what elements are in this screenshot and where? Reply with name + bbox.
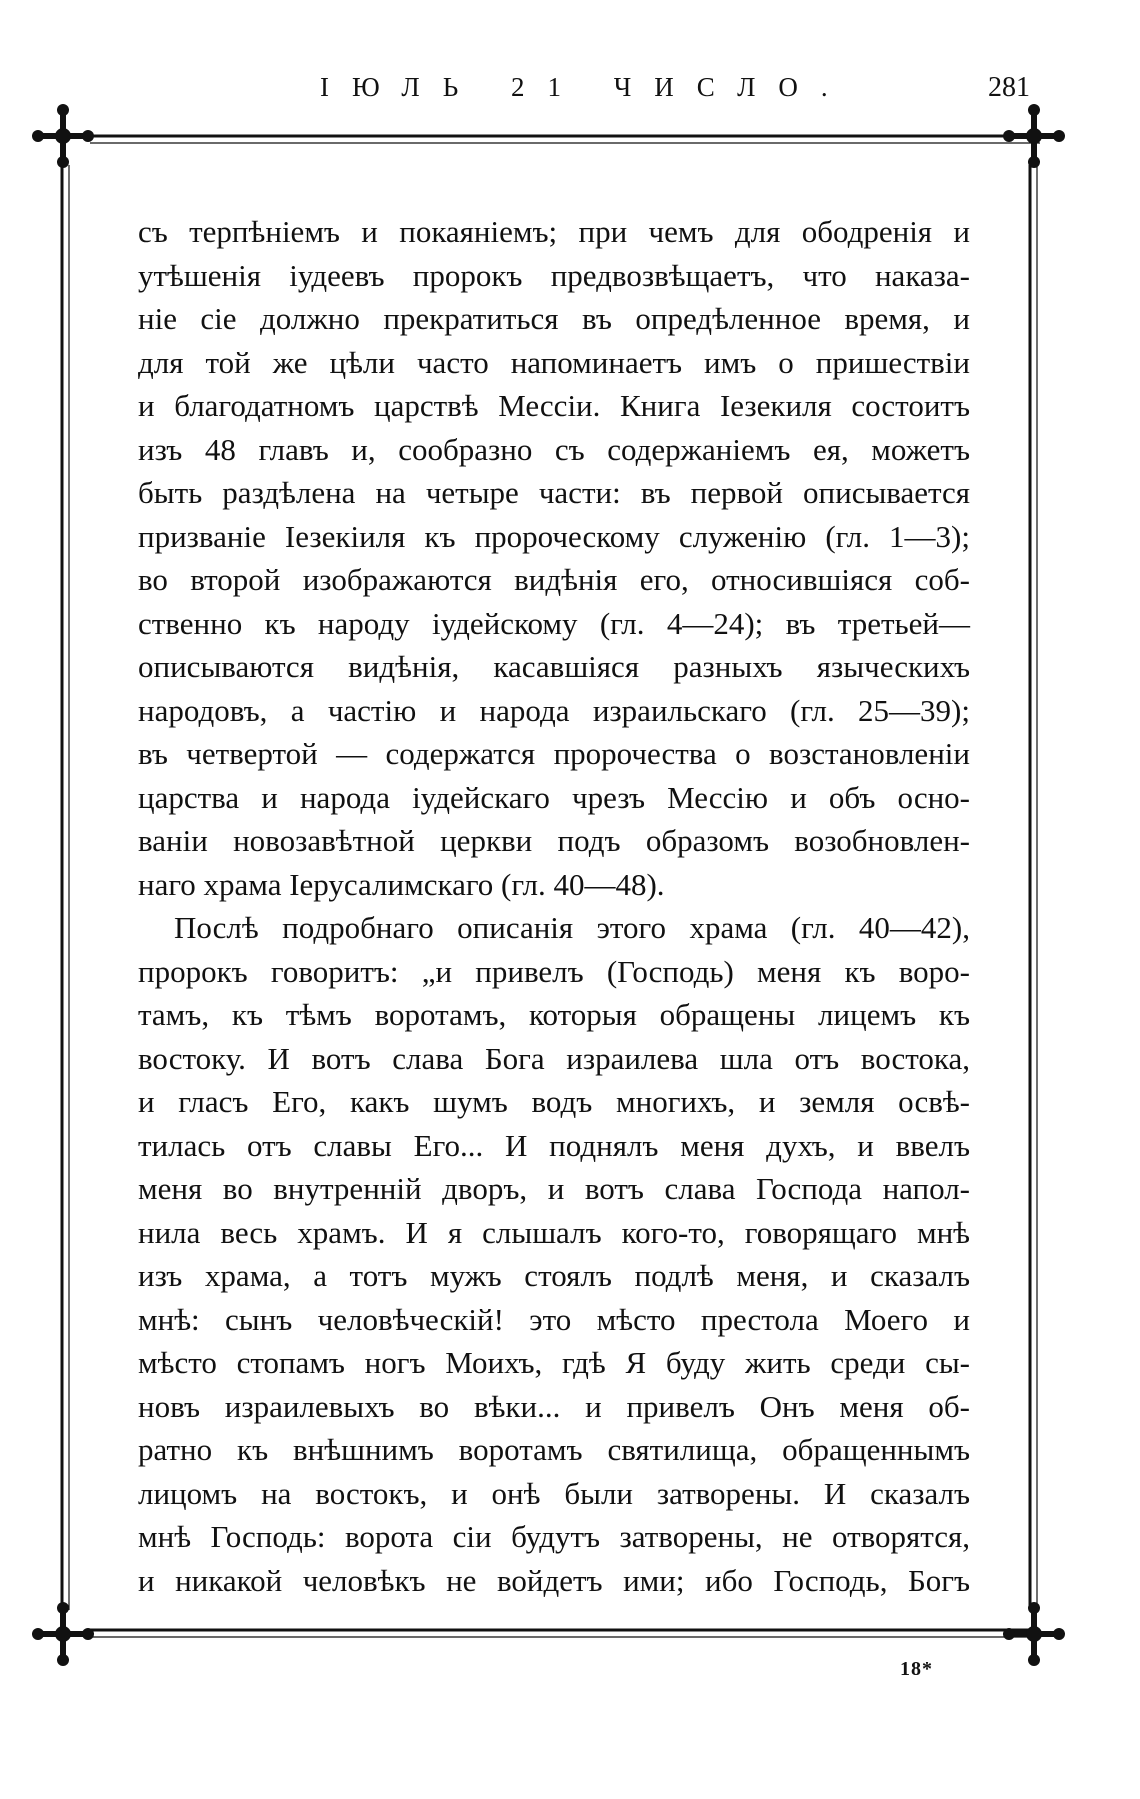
text-line: ніе сіе должно прекратиться въ опредѣленное время, и (138, 301, 970, 336)
text-line: и благодатномъ царствѣ Мессіи. Книга Іезекиля состоитъ (138, 388, 970, 423)
running-head (0, 72, 1140, 112)
paragraph-1 (138, 210, 970, 906)
corner-ornament-bottom-left (32, 1602, 94, 1666)
text-line: во второй изображаются видѣнія его, относившіяся соб- (138, 562, 970, 597)
text-line: изъ храма, а тотъ мужъ стоялъ подлѣ меня, и сказалъ (138, 1258, 970, 1293)
text-line: съ терпѣніемъ и покаяніемъ; при чемъ для ободренія и (138, 214, 970, 249)
text-line: наго храма Іерусалимскаго (гл. 40—48). (138, 866, 665, 902)
corner-ornament-top-left (32, 104, 94, 168)
text-line: въ четвертой — содержатся пророчества о возстановленіи (138, 736, 970, 771)
text-line: народовъ, а частію и народа израильскаго (гл. 25—39); (138, 692, 970, 728)
text-line: нила весь храмъ. И я слышалъ кого-то, говорящаго мнѣ (138, 1214, 970, 1250)
text-line: тилась отъ славы Его... И поднялъ меня духъ, и ввелъ (138, 1127, 970, 1163)
text-line: и гласъ Его, какъ шумъ водъ многихъ, и земля освѣ- (138, 1084, 970, 1119)
text-line: востоку. И вотъ слава Бога израилева шла отъ востока, (138, 1040, 970, 1076)
text-line: изъ 48 главъ и, сообразно съ содержаніемъ ея, можетъ (138, 431, 970, 467)
corner-ornament-top-right (1003, 104, 1065, 168)
text-line: меня во внутренній дворъ, и вотъ слава Господа напол- (138, 1171, 970, 1206)
text-line: утѣшенія іудеевъ пророкъ предвозвѣщаетъ, что наказа- (138, 257, 970, 293)
signature-mark: 18* (900, 1658, 933, 1680)
text-line: тамъ, къ тѣмъ воротамъ, которыя обращены лицемъ къ (138, 997, 970, 1032)
text-line: описываются видѣнія, касавшіяся разныхъ языческихъ (138, 649, 970, 684)
text-line: мнѣ: сынъ человѣческій! это мѣсто престола Моего и (138, 1301, 970, 1337)
text-line: быть раздѣлена на четыре части: въ первой описывается (138, 475, 970, 510)
text-line: царства и народа іудейскаго чрезъ Мессію и объ осно- (138, 779, 970, 815)
running-title: ІЮЛЬ 21 ЧИСЛО. (320, 72, 851, 102)
page-number: 281 (988, 72, 1030, 103)
corner-ornament-bottom-right (1003, 1602, 1065, 1666)
body-text (138, 210, 970, 1602)
text-line: Послѣ подробнаго описанія этого храма (гл. 40—42), (174, 910, 970, 945)
text-line: для той же цѣли часто напоминаетъ имъ о пришествіи (138, 344, 970, 380)
text-line: новъ израилевыхъ во вѣки... и привелъ Онъ меня об- (138, 1388, 970, 1424)
text-line: пророкъ говоритъ: „и привелъ (Господь) меня къ воро- (138, 953, 970, 989)
text-line: мнѣ Господь: ворота сіи будутъ затворены, не отворятся, (138, 1519, 970, 1554)
text-line: ваніи новозавѣтной церкви подъ образомъ возобновлен- (138, 823, 970, 858)
paragraph-2 (138, 906, 970, 1602)
text-line: мѣсто стопамъ ногъ Моихъ, гдѣ Я буду жить среди сы- (138, 1345, 970, 1380)
text-line: и никакой человѣкъ не войдетъ ими; ибо Господь, Богъ (138, 1562, 970, 1598)
text-line: лицомъ на востокъ, и онѣ были затворены. И сказалъ (138, 1475, 970, 1511)
text-line: призваніе Іезекіиля къ пророческому служенію (гл. 1—3); (138, 518, 970, 554)
text-line: ственно къ народу іудейскому (гл. 4—24); въ третьей— (138, 605, 970, 641)
text-line: ратно къ внѣшнимъ воротамъ святилища, обращеннымъ (138, 1432, 970, 1467)
